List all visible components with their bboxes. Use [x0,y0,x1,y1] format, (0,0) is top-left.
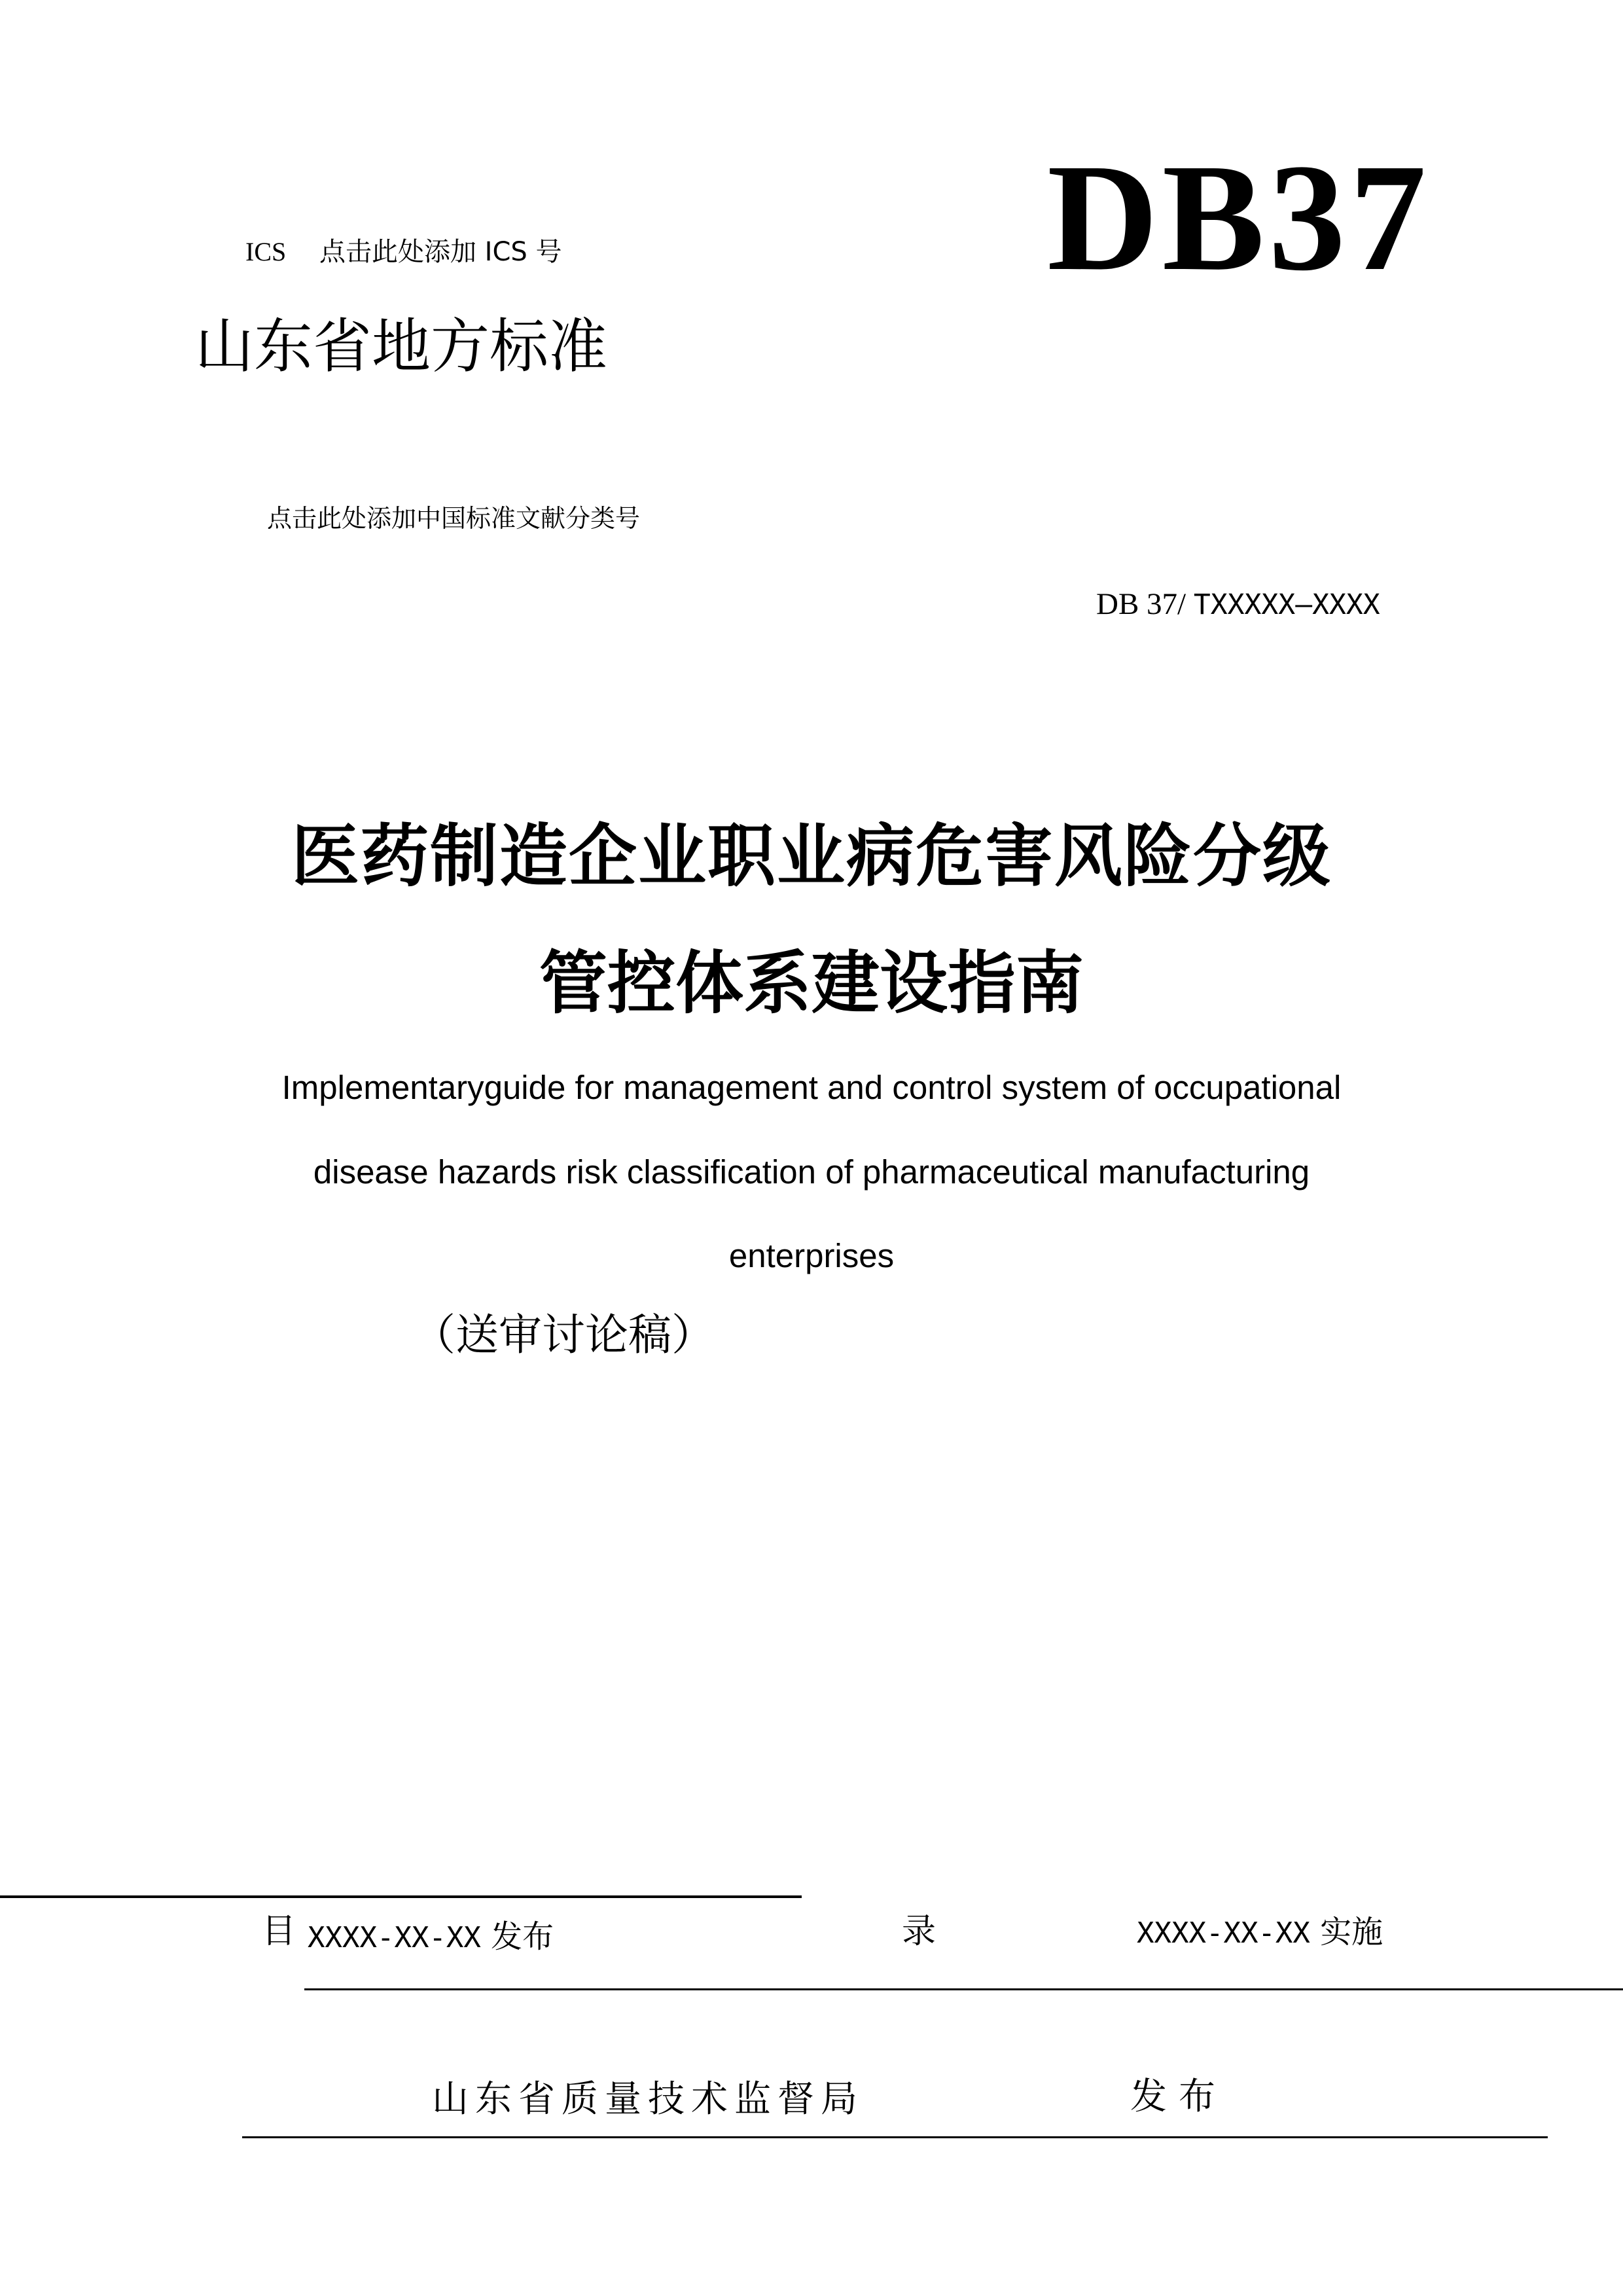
document-title-cn-line-2: 管控体系建设指南 [539,943,1084,1023]
divider-line [304,1988,1623,1990]
standard-number [1096,589,1380,620]
issuing-authority: 山东省质量技术监督局 [432,2078,864,2121]
implement-date-label: 实施 [1320,1914,1383,1950]
ccs-placeholder-field[interactable]: 点击此处添加中国标准文献分类号 [267,504,641,533]
ics-placeholder-field[interactable]: 点击此处添加 ICS 号 [319,237,562,267]
implement-date [1137,1916,1383,1948]
divider-line [0,1895,802,1898]
toc-char-1: 目 [262,1912,296,1951]
document-title-en-line-3: enterprises [728,1237,895,1274]
divider-line [242,2136,1548,2138]
publish-date-value: XXXX-XX-XX [308,1921,481,1954]
ics-label: ICS [245,237,287,266]
document-title-en-line-2: disease hazards risk classification of pharmaceutical manufacturing [313,1153,1310,1191]
publish-date-label: 发布 [491,1918,554,1955]
document-title-cn-line-1: 医药制造企业职业病危害风险分级 [291,816,1332,896]
standard-number-prefix: DB 37/ [1096,587,1186,621]
document-title-en-line-1: Implementaryguide for management and control system of occupational [281,1069,1342,1106]
draft-stage-label: （送审讨论稿） [412,1310,715,1360]
ics-line [245,239,562,265]
toc-char-2: 录 [902,1912,936,1951]
implement-date-value: XXXX-XX-XX [1137,1916,1310,1950]
publish-date [308,1918,554,1955]
standard-logo: DB37 [1047,132,1431,302]
standard-number-tail: TXXXXX—XXXX [1193,588,1380,621]
issuing-action: 发布 [1130,2075,1227,2118]
province-standard-heading: 山东省地方标准 [195,312,607,381]
